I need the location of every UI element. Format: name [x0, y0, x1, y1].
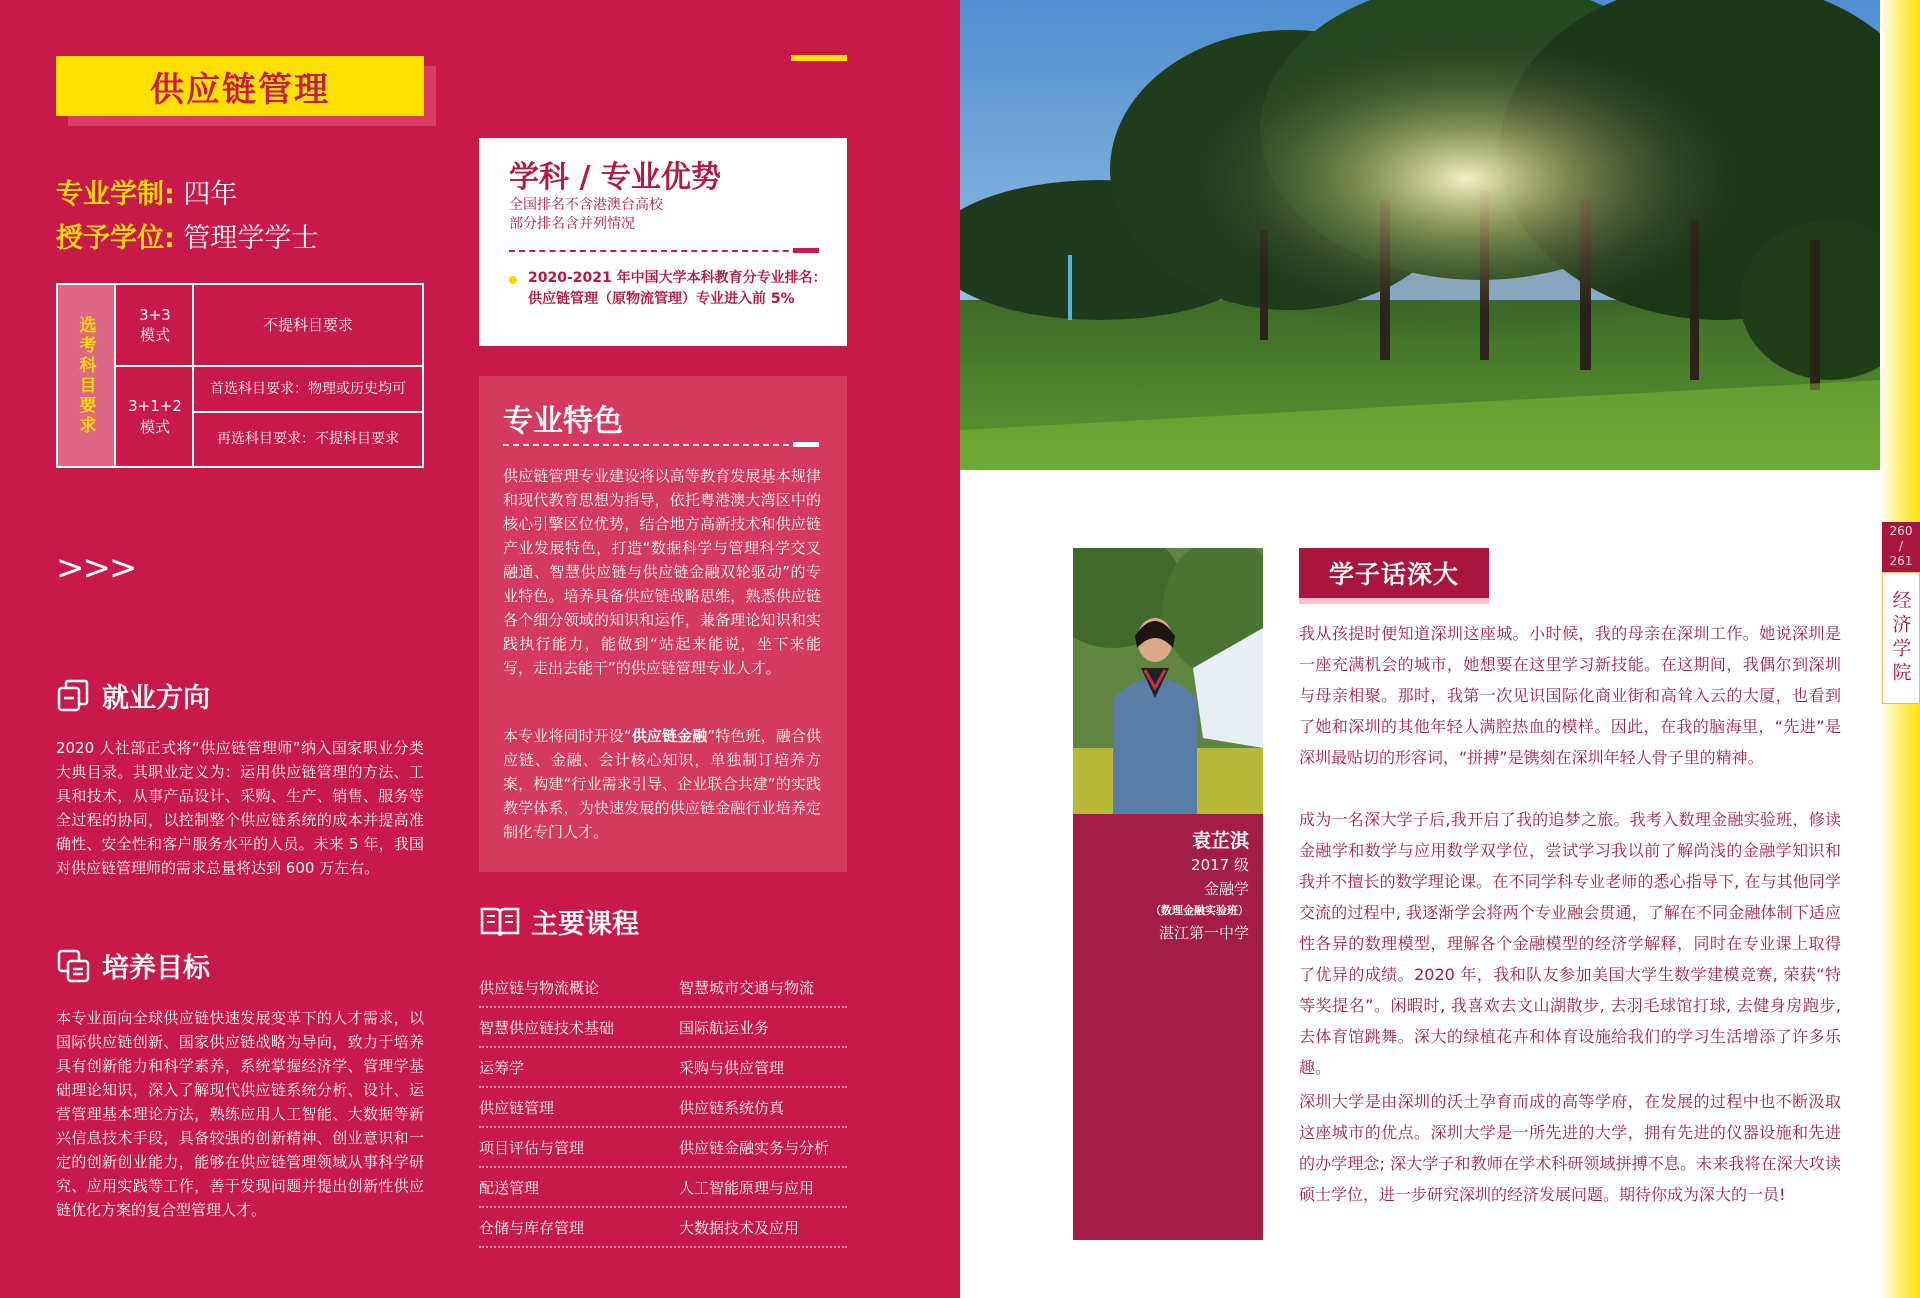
student-name: 袁芷淇	[1191, 830, 1249, 852]
advantages-divider-bar	[793, 248, 819, 253]
course-row	[479, 1128, 847, 1168]
advantages-card	[479, 138, 847, 346]
features-p2-pre: 本专业将同时开设“	[503, 727, 632, 745]
employment-text: 2020 人社部正式将“供应链管理师”纳入国家职业分类大典目录。其职业定义为：运用供应链管理的方法、工具和技术，从事产品设计、采购、生产、销售、服务等全过程的协同，以控制整个供应链系统的成本并提高准确性、安全性和客户服务水平的人员。未来 5 年，我国对供应链管理师的需求总量将达到 600 万左右。	[56, 739, 424, 877]
course-name: 人工智能原理与应用	[679, 1178, 815, 1197]
student-major: 金融学	[1203, 880, 1249, 898]
first-subject-requirement: 首选科目要求：物理或历史均可	[210, 380, 406, 397]
copy-icon	[56, 678, 92, 714]
student-portrait	[1073, 548, 1263, 814]
degree-line	[56, 216, 318, 255]
employment-heading	[56, 676, 210, 715]
course-name: 供应链与物流概论	[479, 978, 600, 997]
course-name: 配送管理	[479, 1178, 540, 1197]
course-name: 供应链系统仿真	[679, 1098, 785, 1117]
student-school: 湛江第一中学	[1158, 924, 1249, 942]
features-p2-post: ”特色班，融合供应链、金融、会计核心知识，单独制订培养方案，构建“行业需求引导、企业联合共建”的实践教学体系，为快速发展的供应链金融行业培养定制化专门人才。	[503, 727, 821, 841]
mode-3-1-2: 3+1+2 模式	[128, 397, 182, 436]
course-row	[479, 1008, 847, 1048]
course-name: 大数据技术及应用	[679, 1218, 800, 1237]
employment-heading-text: 就业方向	[102, 683, 210, 714]
course-name: 项目评估与管理	[479, 1138, 585, 1157]
courses-heading-text: 主要课程	[531, 909, 639, 940]
course-name: 运筹学	[479, 1058, 525, 1077]
course-row	[479, 968, 847, 1008]
student-year: 2017 级	[1191, 856, 1249, 874]
course-row	[479, 1048, 847, 1088]
book-icon	[479, 904, 521, 940]
campus-photo	[960, 0, 1880, 470]
degree-label: 授予学位:	[56, 223, 175, 254]
goal-text: 本专业面向全球供应链快速发展变革下的人才需求，以国际供应链创新、国家供应链战略为导向，致力于培养具有创新能力和科学素养，系统掌握经济学、管理学基础理论知识，深入了解现代供应链系统分析、设计、运营管理基本理论方法，熟练应用人工智能、大数据等新兴信息技术手段，具备较强的创新精神、创业意识和一定的创新创业能力，能够在供应链管理领域从事科学研究、应用实践等工作，善于发现问题并提出创新性供应链优化方案的复合型管理人才。	[56, 1009, 424, 1219]
student-card	[1073, 814, 1263, 1240]
features-title: 专业特色	[503, 404, 623, 439]
advantages-title: 学科 / 专业优势	[509, 160, 721, 195]
subject-requirement-table	[56, 283, 424, 468]
talk-heading: 学子话深大	[1299, 548, 1489, 598]
features-card	[479, 376, 847, 872]
mode-3-3: 3+3 模式	[139, 305, 171, 344]
features-divider-bar	[793, 442, 819, 447]
talk-heading-shadow	[1299, 598, 1489, 604]
advantages-subtitle-line-1: 全国排名不含港澳台高校	[509, 197, 663, 213]
course-name: 供应链金融实务与分析	[679, 1138, 830, 1157]
subject-table-side-label: 选考科目要求	[75, 315, 96, 436]
course-name: 智慧供应链技术基础	[479, 1018, 615, 1037]
degree-value: 管理学学士	[183, 223, 319, 254]
features-p2-bold: 供应链金融	[631, 727, 708, 745]
arrows-decoration: >>>	[56, 548, 136, 588]
advantages-subtitle-line-2: 部分排名含并列情况	[509, 216, 635, 232]
mode-3-3-requirement: 不提科目要求	[262, 315, 353, 334]
talk-paragraph-2: 成为一名深大学子后,我开启了我的追梦之旅。我考入数理金融实验班，修读金融学和数学与应用数学双学位，尝试学习我以前了解尚浅的金融学知识和我并不擅长的数学理论课。在不同学科专业老师的悉心指导下, 在与其他同学交流的过程中, 我逐渐学会将两个专业融会贯通，了解在不同金融体制下适应性各异的数理模型，理解各个金融模型的经济学解释，同时在专业课上取得了优异的成绩。2020 年，我和队友参加美国大学生数学建模竞赛, 荣获“特等奖提名”。闲暇时, 我喜欢去文山湖散步, 去羽毛球馆打球, 去健身房跑步, 去体育馆跳舞。深大的绿植花卉和体育设施给我们的学习生活增添了许多乐趣。	[1299, 810, 1841, 1077]
second-subject-requirement: 再选科目要求：不提科目要求	[217, 431, 399, 448]
course-row	[479, 1088, 847, 1128]
talk-paragraph-1: 我从孩提时便知道深圳这座城。小时候，我的母亲在深圳工作。她说深圳是一座充满机会的城市，她想要在这里学习新技能。在这期间，我偶尔到深圳与母亲相聚。那时，我第一次见识国际化商业街和高耸入云的大厦，也看到了她和深圳的其他年轻人满腔热血的模样。因此，在我的脑海里，“先进”是深圳最贴切的形容词，“拼搏”是镌刻在深圳年轻人骨子里的精神。	[1299, 624, 1841, 767]
bullet-icon	[509, 276, 517, 284]
advantages-item: 2020-2021 年中国大学本科教育分专业排名：供应链管理（原物流管理）专业进入前 5%	[528, 270, 827, 307]
side-label	[1882, 572, 1920, 704]
major-title: 供应链管理	[56, 56, 424, 116]
duration-value: 四年	[183, 179, 238, 210]
courses-heading	[479, 902, 639, 941]
advantages-divider	[509, 250, 819, 252]
goal-heading-text: 培养目标	[102, 953, 210, 984]
document-icon	[56, 948, 92, 984]
course-row	[479, 1208, 847, 1248]
features-paragraph-2	[503, 724, 821, 844]
features-paragraph-1: 供应链管理专业建设将以高等教育发展基本规律和现代教育思想为指导，依托粤港澳大湾区中的核心引擎区位优势，结合地方高新技术和供应链产业发展特色，打造“数据科学与管理科学交叉融通、智慧供应链与供应链金融双轮驱动”的专业特色。培养具备供应链战略思维，熟悉供应链各个细分领域的知识和运作，兼备理论知识和实践执行能力，能做到“站起来能说，坐下来能写，走出去能干”的供应链管理专业人才。	[503, 467, 821, 677]
features-divider	[503, 444, 819, 446]
subject-table-side	[58, 285, 116, 466]
duration-line	[56, 172, 237, 211]
course-name: 仓储与库存管理	[479, 1218, 585, 1237]
course-name: 智慧城市交通与物流	[679, 978, 815, 997]
course-row	[479, 1168, 847, 1208]
talk-paragraph-3: 深圳大学是由深圳的沃土孕育而成的高等学府，在发展的过程中也不断汲取这座城市的优点。深圳大学是一所先进的大学，拥有先进的仪器设施和先进的办学理念; 深大学子和教师在学术科研领域拼搏不息。未来我将在深大攻读硕士学位，进一步研究深圳的经济发展问题。期待你成为深大的一员!	[1299, 1092, 1841, 1204]
goal-heading	[56, 946, 210, 985]
course-name: 供应链管理	[479, 1098, 555, 1117]
side-label-text: 经济学院	[1889, 590, 1912, 686]
duration-label: 专业学制:	[56, 179, 175, 210]
course-name: 采购与供应管理	[679, 1058, 785, 1077]
advantages-subtitle	[509, 196, 663, 234]
course-name: 国际航运业务	[679, 1018, 770, 1037]
page-numbers: 260 / 261	[1882, 522, 1920, 572]
student-class: （数理金融实验班）	[1150, 904, 1249, 917]
yellow-dash-decoration	[791, 55, 847, 61]
right-page	[960, 0, 1920, 1298]
